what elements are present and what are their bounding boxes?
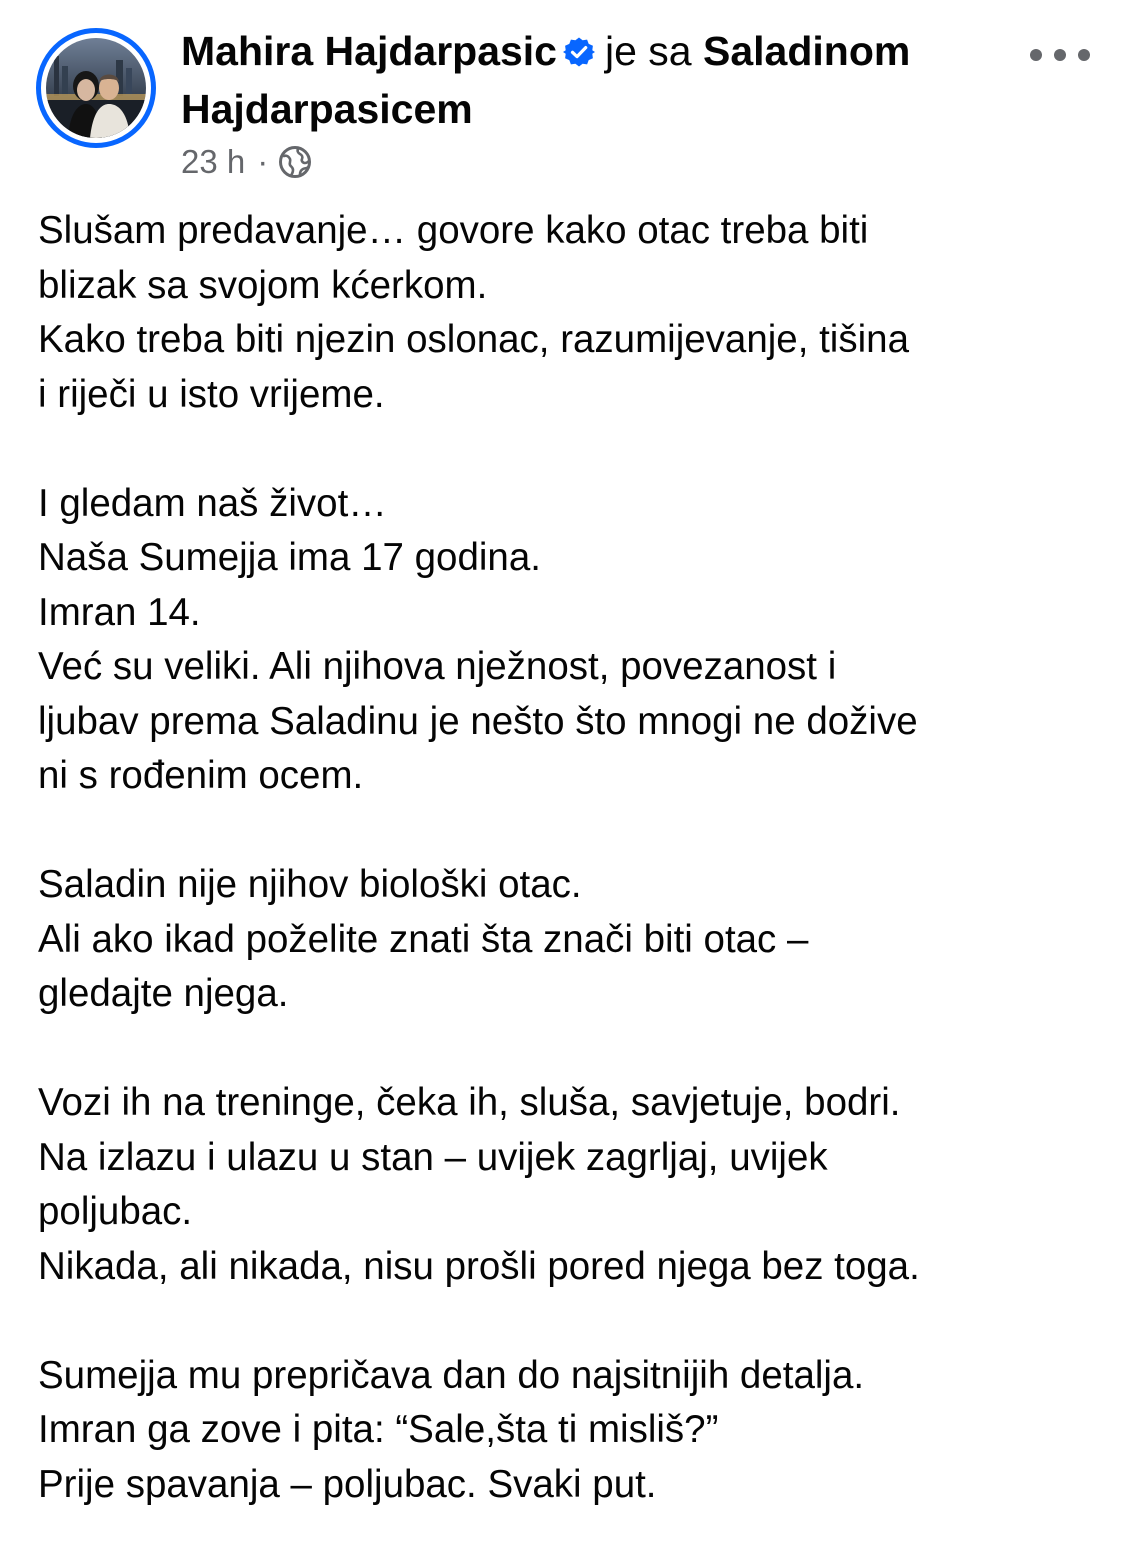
post-text-line: Naša Sumejja ima 17 godina. [38, 536, 541, 579]
author-avatar-story-ring[interactable] [36, 28, 156, 148]
post-text-line: Nikada, ali nikada, nisu prošli pored njega bez toga. [38, 1244, 920, 1288]
post-text-line: poljubac. [38, 1190, 193, 1233]
post-body [38, 204, 1108, 1567]
post-text-line: Na izlazu i ulazu u stan – uvijek zagrljaj, uvijek [38, 1135, 828, 1179]
more-dot [1030, 49, 1042, 61]
post-paragraph [38, 1076, 1108, 1294]
author-name[interactable]: Mahira Hajdarpasic [181, 28, 557, 74]
meta-separator: · [257, 143, 269, 180]
with-connector-text: je sa [605, 28, 692, 74]
post-text-line: Slušam predavanje… govore kako otac treba biti [38, 209, 869, 252]
verified-badge-icon [563, 36, 595, 68]
tagged-person-last-name[interactable]: Hajdarpasicem [181, 86, 473, 132]
post-text-line: Saladin nije njihov biološki otac. [38, 863, 582, 906]
post-text-line: ni s rođenim ocem. [38, 754, 364, 797]
post-text-line: Sumejja mu prepričava dan do najsitnijih detalja. [38, 1353, 865, 1397]
post-paragraph [38, 858, 1108, 1022]
avatar[interactable] [46, 38, 146, 138]
post-paragraph [38, 477, 1108, 804]
post-timestamp[interactable]: 23 h [181, 143, 246, 180]
more-options-icon[interactable] [1030, 40, 1090, 70]
header-line-1 [181, 22, 1011, 80]
post-header [181, 22, 1011, 138]
more-dot [1078, 49, 1090, 61]
post-text-line: i riječi u isto vrijeme. [38, 372, 385, 416]
post-text-line: Vozi ih na treninge, čeka ih, sluša, savjetuje, bodri. [38, 1081, 901, 1124]
post-text-line: gledajte njega. [38, 972, 289, 1015]
post-text-line: Prije spavanja – poljubac. Svaki put. [38, 1462, 657, 1506]
post-meta [181, 142, 312, 182]
post-text-line: ljubav prema Saladinu je nešto što mnogi ne dožive [38, 699, 918, 743]
globe-icon[interactable] [278, 145, 312, 179]
post-text-line: blizak sa svojom kćerkom. [38, 263, 488, 307]
post-text-line: Ali ako ikad poželite znati šta znači biti otac – [38, 917, 809, 961]
post-text-line: Kako treba biti njezin oslonac, razumijevanje, tišina [38, 318, 909, 361]
tagged-person-first-name[interactable]: Saladinom [703, 28, 911, 74]
post-paragraph [38, 204, 1108, 422]
header-line-2 [181, 80, 1011, 138]
avatar-photo [46, 38, 146, 138]
post-text-line: Imran 14. [38, 590, 201, 634]
post-paragraph [38, 1349, 1108, 1513]
post-text-line: Imran ga zove i pita: “Sale,šta ti misliš?” [38, 1408, 719, 1451]
more-dot [1054, 49, 1066, 61]
post-text-line: I gledam naš život… [38, 481, 387, 525]
post-text-line: Već su veliki. Ali njihova nježnost, povezanost i [38, 645, 837, 688]
